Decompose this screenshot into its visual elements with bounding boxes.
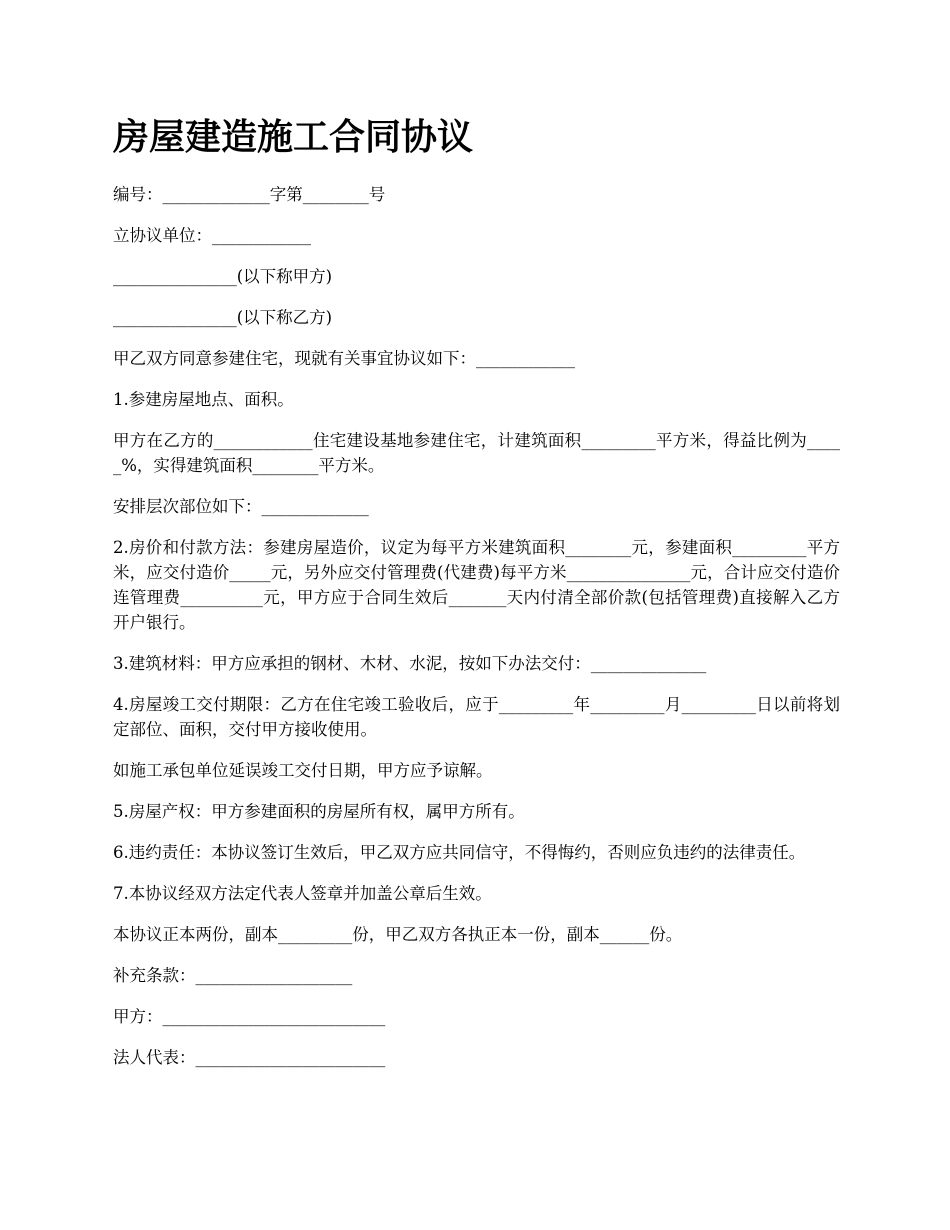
clause-7-paragraph: 7.本协议经双方法定代表人签章并加盖公章后生效。 <box>113 884 492 903</box>
copies-paragraph: 本协议正本两份，副本_________份，甲乙双方各执正本一份，副本______份。 <box>113 925 683 944</box>
agreement-party-line: 立协议单位：____________ <box>113 226 311 245</box>
legal-representative-line: 法人代表：_______________________ <box>113 1048 386 1067</box>
party-a-line: _______________(以下称甲方) <box>113 267 333 286</box>
clause-3-paragraph: 3.建筑材料：甲方应承担的钢材、木材、水泥，按如下办法交付：______________ <box>113 654 707 673</box>
party-b-line: _______________(以下称乙方) <box>113 308 333 327</box>
clause-5-paragraph: 5.房屋产权：甲方参建面积的房屋所有权，属甲方所有。 <box>113 802 525 821</box>
clause-2-paragraph: 2.房价和付款方法：参建房屋造价，议定为每平方米建筑面积________元，参建面积_________平方米，应交付造价_____元，另外应交付管理费(代建费)每平方米_______________元，合计应交付造价连管理费__________元，甲方应于合同生效后_______天内付清全部价款(包括管理费)直接解入乙方开户银行。 <box>113 538 840 632</box>
party-a-signature-line: 甲方：___________________________ <box>113 1007 386 1026</box>
floor-arrangement-line: 安排层次部位如下：_____________ <box>113 497 369 516</box>
document-page <box>113 112 840 1086</box>
document-title: 房屋建造施工合同协议 <box>113 116 474 158</box>
clause-6-paragraph: 6.违约责任：本协议签订生效后，甲乙双方应共同信守，不得悔约，否则应负违约的法律责任。 <box>113 843 806 862</box>
clause-4-paragraph: 4.房屋竣工交付期限：乙方在住宅竣工验收后，应于_________年_________月_________日以前将划定部位、面积，交付甲方接收使用。 <box>113 695 840 739</box>
supplementary-clause-line: 补充条款：___________________ <box>113 966 353 985</box>
clause-1-heading: 1.参建房屋地点、面积。 <box>113 390 294 409</box>
preamble-paragraph: 甲乙双方同意参建住宅，现就有关事宜协议如下：____________ <box>113 349 575 368</box>
contract-number-line: 编号：_____________字第________号 <box>113 185 386 204</box>
delay-note-paragraph: 如施工承包单位延误竣工交付日期，甲方应予谅解。 <box>113 761 493 780</box>
clause-1-body: 甲方在乙方的____________住宅建设基地参建住宅，计建筑面积_________平方米，得益比例为_____%，实得建筑面积________平方米。 <box>113 431 840 475</box>
